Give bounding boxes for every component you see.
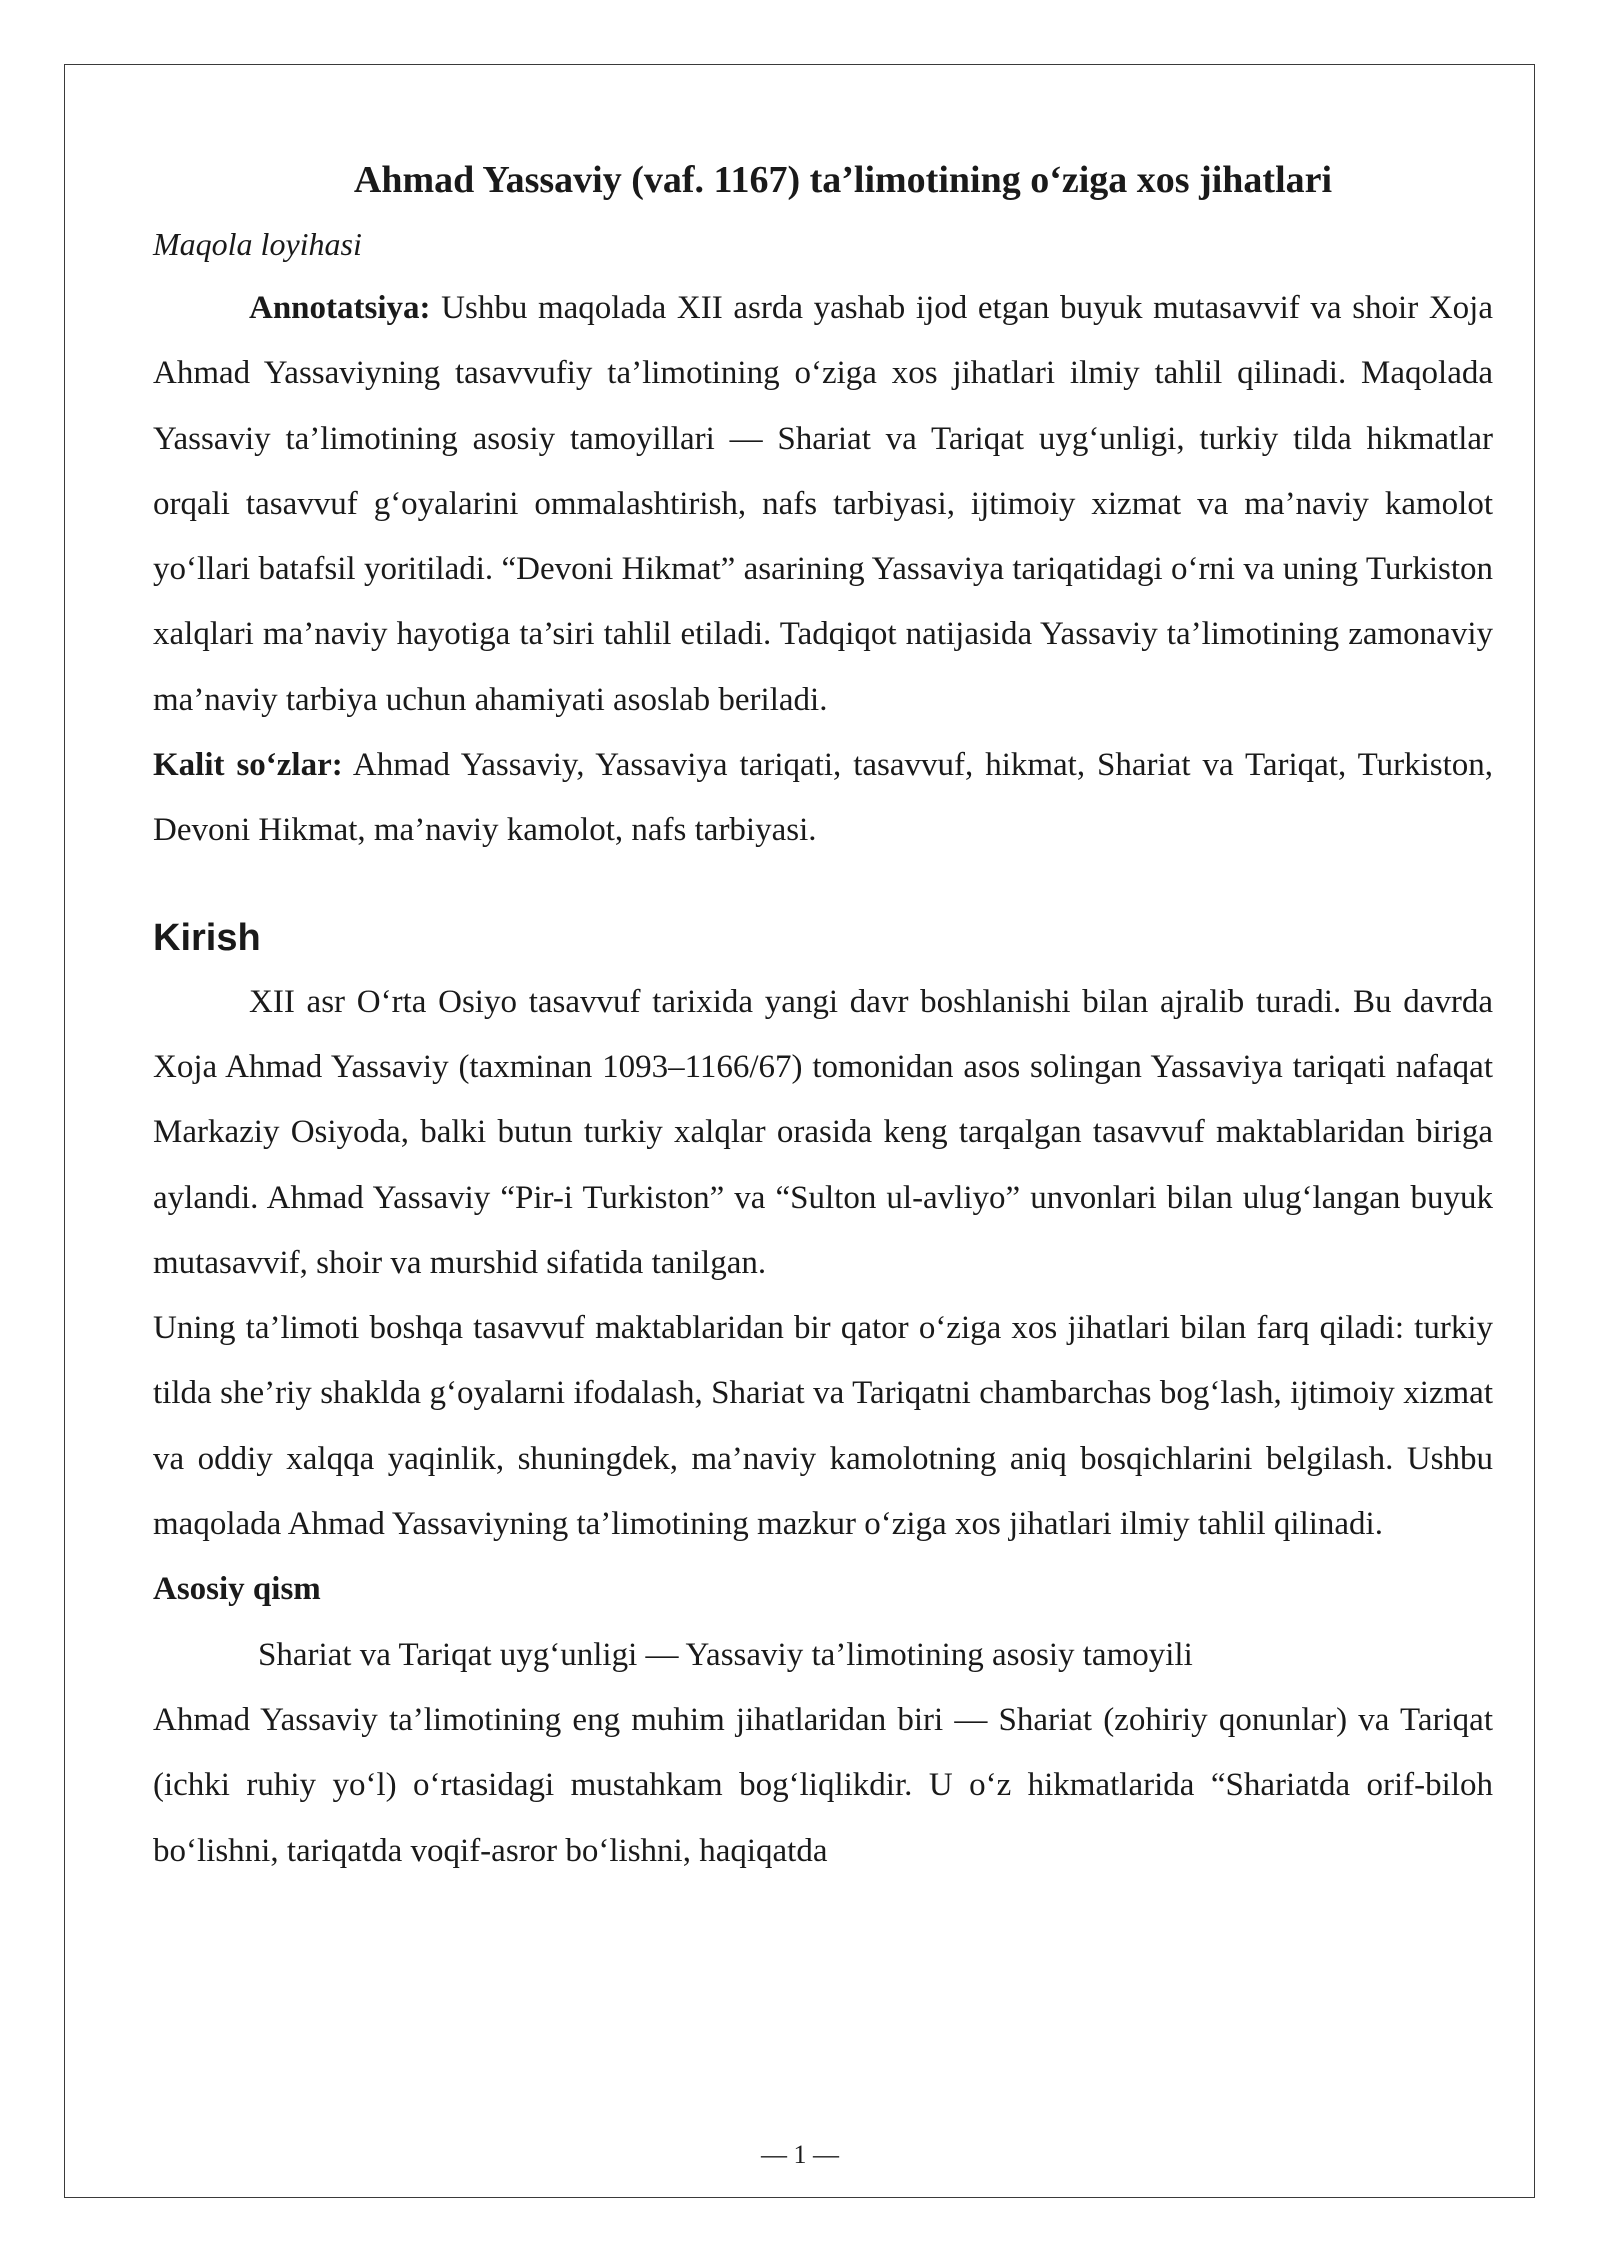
intro-heading: Kirish [153, 916, 261, 959]
keywords-text: Ahmad Yassaviy, Yassaviya tariqati, tasavvuf, hikmat, Shariat va Tariqat, Turkiston, Devoni Hikmat, ma’naviy kamolot, nafs tarbiyasi. [153, 747, 1493, 849]
main-part-heading: Asosiy qism [153, 1571, 321, 1608]
intro-paragraph-2: Uning ta’limoti boshqa tasavvuf maktablaridan bir qator o‘ziga xos jihatlari bilan farq qiladi: turkiy tilda she’riy shaklda g‘oyalarni ifodalash, Shariat va Tariqatni chambarchas bog‘lash, ijtimoiy xizmat va oddiy xalqqa yaqinlik, shuningdek, ma’naviy kamolotning aniq bosqichlarini belgilash. Ushbu maqolada Ahmad Yassaviyning ta’limotining mazkur o‘ziga xos jihatlari ilmiy tahlil qilinadi. [153, 1310, 1493, 1543]
keywords-paragraph [153, 733, 1493, 864]
document-subtitle: Maqola loyihasi [153, 226, 362, 262]
annotation-paragraph [153, 276, 1493, 733]
annotation-text: Ushbu maqolada XII asrda yashab ijod etgan buyuk mutasavvif va shoir Xoja Ahmad Yassaviyning tasavvufiy ta’limotining o‘ziga xos jihatlari ilmiy tahlil qilinadi. Maqolada Yassaviy ta’limotining asosiy tamoyillari — Shariat va Tariqat uyg‘unligi, turkiy tilda hikmatlar orqali tasavvuf g‘oyalarini ommalashtirish, nafs tarbiyasi, ijtimoiy xizmat va ma’naviy kamolot yo‘llari batafsil yoritiladi. “Devoni Hikmat” asarining Yassaviya tariqatidagi o‘rni va uning Turkiston xalqlari ma’naviy hayotiga ta’siri tahlil etiladi. Tadqiqot natijasida Yassaviy ta’limotining zamonaviy ma’naviy tarbiya uchun ahamiyati asoslab beriladi. [153, 290, 1493, 718]
document-title: Ahmad Yassaviy (vaf. 1167) ta’limotining o‘ziga xos jihatlari [353, 159, 1333, 201]
annotation-label: Annotatsiya: [249, 290, 431, 326]
page-number: — 1 — [761, 2140, 839, 2169]
document-body [153, 148, 1493, 1884]
intro-paragraph-1: XII asr O‘rta Osiyo tasavvuf tarixida yangi davr boshlanishi bilan ajralib turadi. Bu davrda Xoja Ahmad Yassaviy (taxminan 1093–1166/67) tomonidan asos solingan Yassaviya tariqati nafaqat Markaziy Osiyoda, balki butun turkiy xalqlar orasida keng tarqalgan tasavvuf maktablaridan biriga aylandi. Ahmad Yassaviy “Pir-i Turkiston” va “Sulton ul-avliyo” unvonlari bilan ulug‘langan buyuk mutasavvif, shoir va murshid sifatida tanilgan. [153, 983, 1493, 1281]
keywords-label: Kalit so‘zlar: [153, 747, 343, 784]
section-1-paragraph-1: Ahmad Yassaviy ta’limotining eng muhim jihatlaridan biri — Shariat (zohiriy qonunlar) va Tariqat (ichki ruhiy yo‘l) o‘rtasidagi mustahkam bog‘liqlikdir. U o‘z hikmatlarida “Shariatda orif-biloh bo‘lishni, tariqatda voqif-asror bo‘lishni, haqiqatda [153, 1701, 1493, 1869]
section-1-heading: Shariat va Tariqat uyg‘unligi — Yassaviy ta’limotining asosiy tamoyili [258, 1636, 1193, 1673]
